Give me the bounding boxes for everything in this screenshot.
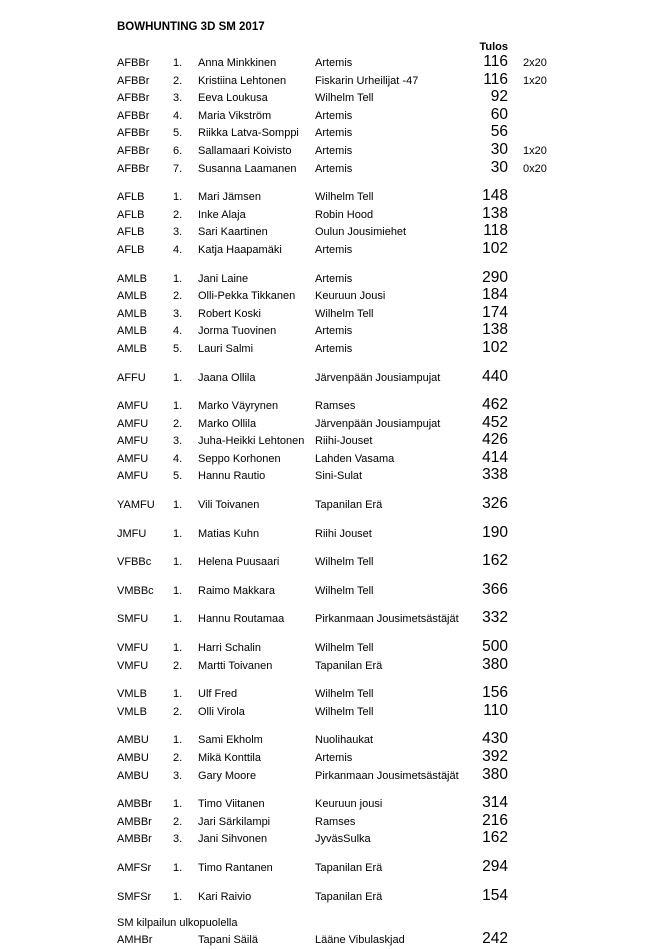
club-cell: Wilhelm Tell (315, 584, 374, 597)
score-cell: 60 (490, 105, 508, 123)
category-section (117, 888, 656, 906)
name-cell: Seppo Korhonen (198, 452, 281, 465)
score-cell: 290 (482, 268, 508, 286)
result-row (117, 432, 656, 450)
rank-cell: 1. (173, 798, 183, 811)
category-section (117, 685, 656, 720)
score-cell: 116 (483, 70, 508, 88)
rank-cell: 2. (173, 752, 183, 764)
score-cell: 314 (482, 794, 508, 812)
category-section (117, 639, 656, 674)
outside-competition-note: SM kilpailun ulkopuolella (117, 917, 238, 930)
rank-cell: 1. (173, 613, 183, 626)
rank-cell: 7. (173, 162, 183, 175)
score-cell: 30 (490, 158, 508, 176)
results (117, 54, 656, 949)
category-cell: AMFU (117, 435, 149, 448)
club-cell: Fiskarin Urheilijat -47 (315, 74, 419, 87)
category-cell: AMFU (117, 400, 149, 413)
club-cell: Wilhelm Tell (315, 556, 374, 569)
result-row (117, 340, 656, 358)
name-cell: Harri Schalin (198, 642, 261, 655)
club-cell: Sini-Sulat (315, 470, 363, 483)
club-cell: Wilhelm Tell (315, 307, 374, 320)
name-cell: Sari Kaartinen (198, 226, 268, 239)
score-cell: 148 (482, 187, 508, 205)
score-cell: 116 (483, 53, 508, 70)
rank-cell: 3. (173, 226, 183, 239)
score-cell: 500 (482, 638, 508, 656)
name-cell: Mikä Konttila (198, 752, 261, 764)
category-cell: AMBU (117, 752, 149, 764)
result-row (117, 450, 656, 468)
result-row (117, 223, 656, 241)
result-row (117, 241, 656, 259)
club-cell: Nuolihaukat (315, 734, 374, 747)
category-cell: VMFU (117, 642, 149, 655)
club-cell: Wilhelm Tell (315, 191, 374, 204)
category-section (117, 188, 656, 258)
category-section (117, 916, 656, 949)
result-row (117, 287, 656, 305)
result-row (117, 369, 656, 387)
category-cell: SMFSr (117, 890, 152, 903)
category-cell: VMLB (117, 705, 147, 718)
name-cell: Jorma Tuovinen (198, 325, 277, 338)
score-cell: 338 (482, 466, 508, 484)
category-cell: AMFU (117, 452, 149, 465)
name-cell: Kari Raivio (198, 890, 252, 903)
category-cell: AMFU (117, 470, 149, 483)
score-cell: 430 (482, 730, 508, 748)
name-cell: Kristiina Lehtonen (198, 74, 287, 87)
score-cell: 366 (482, 580, 508, 598)
name-cell: Gary Moore (198, 769, 257, 782)
score-cell: 462 (482, 396, 508, 414)
name-cell: Jani Laine (198, 272, 249, 285)
category-section (117, 54, 656, 177)
score-cell: 216 (482, 811, 508, 829)
name-cell: Olli-Pekka Tikkanen (198, 290, 296, 303)
category-section (117, 270, 656, 358)
score-cell: 326 (482, 495, 508, 513)
result-row (117, 685, 656, 703)
rank-cell: 1. (173, 272, 183, 285)
result-row (117, 107, 656, 125)
score-column-header-row (117, 40, 656, 54)
result-row (117, 888, 656, 906)
category-section (117, 397, 656, 485)
rank-cell: 2. (173, 290, 183, 303)
score-cell: 242 (482, 930, 508, 948)
rank-cell: 1. (173, 499, 183, 512)
result-row (117, 124, 656, 142)
category-cell: AFBBr (117, 127, 150, 140)
name-cell: Riikka Latva-Somppi (198, 127, 299, 140)
bonus-cell: 2x20 (523, 57, 547, 69)
result-row (117, 160, 656, 178)
category-cell: AFBBr (117, 57, 150, 69)
rank-cell: 3. (173, 92, 183, 105)
club-cell: Wilhelm Tell (315, 642, 374, 655)
category-cell: AFBBr (117, 92, 150, 105)
rank-cell: 1. (173, 57, 183, 69)
result-row (117, 322, 656, 340)
result-row (117, 813, 656, 831)
club-cell: Keuruun Jousi (315, 290, 386, 303)
name-cell: Anna Minkkinen (198, 57, 277, 69)
name-cell: Marko Väyrynen (198, 400, 279, 413)
category-cell: AMLB (117, 342, 147, 355)
name-cell: Lauri Salmi (198, 342, 254, 355)
rank-cell: 4. (173, 243, 183, 256)
score-cell: 392 (482, 748, 508, 765)
club-cell: JyväsSulka (315, 833, 371, 846)
score-cell: 426 (482, 431, 508, 449)
club-cell: Artemis (315, 272, 353, 285)
result-row (117, 749, 656, 767)
category-cell: AMLB (117, 307, 147, 320)
category-cell: AMFU (117, 417, 149, 430)
category-section (117, 496, 656, 514)
score-cell: 162 (482, 829, 508, 847)
rank-cell: 1. (173, 527, 183, 540)
result-row (117, 610, 656, 628)
category-section (117, 795, 656, 848)
score-cell: 30 (490, 140, 508, 158)
result-row (117, 830, 656, 848)
score-cell: 332 (482, 609, 508, 627)
result-row (117, 931, 656, 949)
category-cell: VFBBc (117, 556, 152, 569)
category-cell: AMBBr (117, 798, 152, 811)
name-cell: Olli Virola (198, 705, 245, 718)
category-cell: AFLB (117, 226, 145, 239)
club-cell: Tapanilan Erä (315, 861, 383, 874)
name-cell: Jari Särkilampi (198, 815, 271, 828)
club-cell: Artemis (315, 325, 353, 338)
club-cell: Robin Hood (315, 208, 374, 221)
club-cell: Wilhelm Tell (315, 92, 374, 105)
name-cell: Helena Puusaari (198, 556, 280, 569)
name-cell: Tapani Säilä (198, 934, 258, 947)
category-cell: VMFU (117, 659, 149, 672)
score-cell: 162 (482, 552, 508, 570)
category-cell: YAMFU (117, 499, 155, 512)
category-cell: AMBU (117, 769, 149, 782)
category-cell: AFBBr (117, 74, 150, 87)
result-row (117, 703, 656, 721)
score-cell: 380 (482, 765, 508, 783)
page-title: BOWHUNTING 3D SM 2017 (117, 21, 265, 33)
category-cell: AMLB (117, 290, 147, 303)
rank-cell: 1. (173, 642, 183, 655)
club-cell: Wilhelm Tell (315, 688, 374, 701)
name-cell: Martti Toivanen (198, 659, 273, 672)
category-cell: AFLB (117, 208, 145, 221)
category-cell: AFBBr (117, 109, 150, 122)
club-cell: Artemis (315, 127, 353, 140)
result-row (117, 142, 656, 160)
score-cell: 102 (482, 338, 508, 356)
category-section (117, 859, 656, 877)
club-cell: Lääne Vibulaskjad (315, 934, 405, 947)
club-cell: Järvenpään Jousiampujat (315, 417, 441, 430)
bonus-cell: 0x20 (523, 162, 547, 175)
rank-cell: 2. (173, 417, 183, 430)
category-cell: AFFU (117, 371, 146, 384)
score-cell: 414 (482, 448, 508, 466)
result-row (117, 54, 656, 72)
score-cell: 156 (482, 684, 508, 702)
score-cell: 102 (482, 239, 508, 257)
result-row (117, 270, 656, 288)
result-row (117, 496, 656, 514)
category-cell: AMHBr (117, 934, 153, 947)
score-cell: 184 (482, 286, 508, 304)
club-cell: Ramses (315, 400, 356, 413)
rank-cell: 1. (173, 371, 183, 384)
club-cell: Tapanilan Erä (315, 499, 383, 512)
rank-cell: 5. (173, 342, 183, 355)
score-cell: 294 (482, 857, 508, 875)
club-cell: Järvenpään Jousiampujat (315, 371, 441, 384)
name-cell: Matias Kuhn (198, 527, 260, 540)
name-cell: Hannu Rautio (198, 470, 266, 483)
name-cell: Vili Toivanen (198, 499, 260, 512)
rank-cell: 1. (173, 400, 183, 413)
score-cell: 118 (483, 222, 508, 240)
name-cell: Katja Haapamäki (198, 243, 282, 256)
result-row (117, 72, 656, 90)
club-cell: Riihi-Jouset (315, 435, 373, 448)
score-cell: 190 (482, 523, 508, 541)
result-row (117, 859, 656, 877)
name-cell: Eeva Loukusa (198, 92, 268, 105)
category-cell: AFLB (117, 191, 145, 204)
rank-cell: 4. (173, 325, 183, 338)
score-cell: 154 (482, 886, 508, 904)
club-cell: Keuruun jousi (315, 798, 383, 811)
category-cell: SMFU (117, 613, 149, 626)
bonus-cell: 1x20 (523, 144, 547, 157)
result-row (117, 731, 656, 749)
result-row (117, 795, 656, 813)
score-cell: 440 (482, 367, 508, 385)
result-row (117, 206, 656, 224)
club-cell: Tapanilan Erä (315, 890, 383, 903)
score-cell: 174 (482, 303, 508, 321)
name-cell: Jaana Ollila (198, 371, 256, 384)
rank-cell: 1. (173, 688, 183, 701)
rank-cell: 4. (173, 109, 183, 122)
category-section (117, 610, 656, 628)
bonus-cell: 1x20 (523, 74, 547, 87)
club-cell: Artemis (315, 342, 353, 355)
category-cell: AFBBr (117, 144, 150, 157)
name-cell: Sami Ekholm (198, 734, 263, 747)
name-cell: Marko Ollila (198, 417, 257, 430)
rank-cell: 4. (173, 452, 183, 465)
club-cell: Artemis (315, 752, 353, 764)
rank-cell: 3. (173, 769, 183, 782)
rank-cell: 3. (173, 435, 183, 448)
category-cell: AMBBr (117, 815, 152, 828)
club-cell: Lahden Vasama (315, 452, 395, 465)
result-row (117, 553, 656, 571)
name-cell: Sallamaari Koivisto (198, 144, 292, 157)
rank-cell: 3. (173, 833, 183, 846)
result-row (117, 639, 656, 657)
score-column-header: Tulos (479, 41, 508, 53)
category-section (117, 553, 656, 571)
name-cell: Timo Rantanen (198, 861, 273, 874)
rank-cell: 1. (173, 191, 183, 204)
category-cell: AMBBr (117, 833, 152, 846)
club-cell: Artemis (315, 57, 353, 69)
result-row (117, 467, 656, 485)
result-row (117, 188, 656, 206)
rank-cell: 5. (173, 127, 183, 140)
category-cell: AFBBr (117, 162, 150, 175)
rank-cell: 1. (173, 890, 183, 903)
score-cell: 380 (482, 655, 508, 673)
club-cell: Pirkanmaan Jousimetsästäjät (315, 613, 459, 626)
category-cell: VMBBc (117, 584, 154, 597)
rank-cell: 1. (173, 584, 183, 597)
rank-cell: 1. (173, 734, 183, 747)
rank-cell: 6. (173, 144, 183, 157)
rank-cell: 1. (173, 556, 183, 569)
category-cell: AMLB (117, 325, 147, 338)
club-cell: Artemis (315, 109, 353, 122)
name-cell: Jani Sihvonen (198, 833, 268, 846)
result-row (117, 767, 656, 785)
name-cell: Raimo Makkara (198, 584, 276, 597)
score-cell: 138 (482, 204, 508, 222)
result-row (117, 657, 656, 675)
rank-cell: 2. (173, 659, 183, 672)
name-cell: Juha-Heikki Lehtonen (198, 435, 305, 448)
rank-cell: 2. (173, 815, 183, 828)
score-cell: 452 (482, 413, 508, 431)
result-row (117, 89, 656, 107)
name-cell: Maria Vikström (198, 109, 272, 122)
category-cell: VMLB (117, 688, 147, 701)
category-cell: AMFSr (117, 861, 152, 874)
rank-cell: 1. (173, 861, 183, 874)
name-cell: Inke Alaja (198, 208, 246, 221)
name-cell: Mari Jämsen (198, 191, 261, 204)
rank-cell: 5. (173, 470, 183, 483)
category-section (117, 582, 656, 600)
score-cell: 110 (483, 701, 508, 719)
rank-cell: 2. (173, 705, 183, 718)
rank-cell: 2. (173, 208, 183, 221)
club-cell: Ramses (315, 815, 356, 828)
category-section (117, 525, 656, 543)
category-cell: AMBU (117, 734, 149, 747)
score-cell: 138 (482, 321, 508, 339)
category-cell: AFLB (117, 243, 145, 256)
name-cell: Timo Viitanen (198, 798, 265, 811)
name-cell: Susanna Laamanen (198, 162, 297, 175)
club-cell: Artemis (315, 162, 353, 175)
club-cell: Artemis (315, 243, 353, 256)
club-cell: Wilhelm Tell (315, 705, 374, 718)
result-row (117, 582, 656, 600)
name-cell: Hannu Routamaa (198, 613, 285, 626)
rank-cell: 2. (173, 74, 183, 87)
score-cell: 92 (490, 88, 508, 106)
club-cell: Riihi Jouset (315, 527, 372, 540)
category-cell: JMFU (117, 527, 147, 540)
club-cell: Oulun Jousimiehet (315, 226, 407, 239)
name-cell: Robert Koski (198, 307, 261, 320)
category-cell: AMLB (117, 272, 147, 285)
category-section (117, 369, 656, 387)
score-cell: 56 (490, 123, 508, 141)
result-row (117, 397, 656, 415)
result-row (117, 305, 656, 323)
result-row (117, 415, 656, 433)
rank-cell: 3. (173, 307, 183, 320)
club-cell: Pirkanmaan Jousimetsästäjät (315, 769, 459, 782)
club-cell: Tapanilan Erä (315, 659, 383, 672)
club-cell: Artemis (315, 144, 353, 157)
name-cell: Ulf Fred (198, 688, 238, 701)
category-section (117, 731, 656, 784)
result-row (117, 525, 656, 543)
